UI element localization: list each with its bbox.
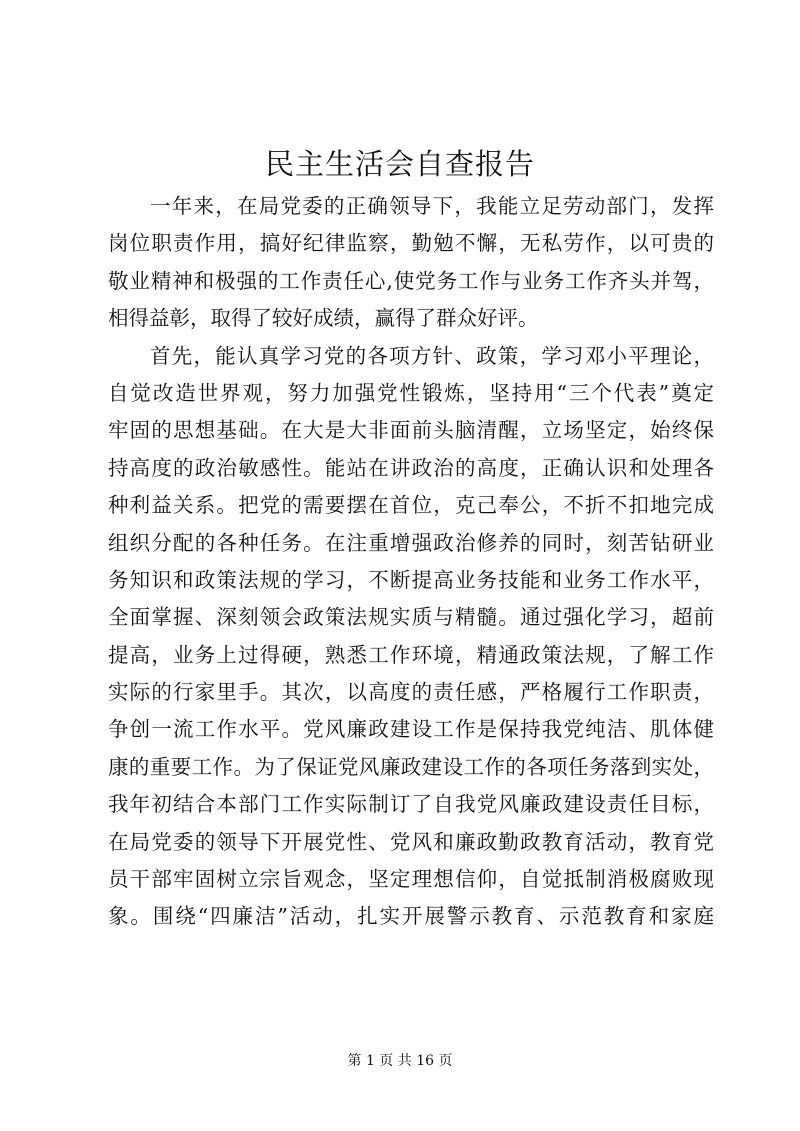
text-line: 在局党委的领导下开展党性、党风和廉政勤政教育活动，教育党: [108, 829, 714, 854]
text-line: 自觉改造世界观，努力加强党性锻炼，坚持用“三个代表”奠定: [108, 380, 714, 405]
text-line: 象。围绕“四廉洁”活动，扎实开展警示教育、示范教育和家庭: [108, 904, 714, 929]
page-footer: 第 1 页 共 16 页: [347, 1053, 453, 1069]
text-line: 提高，业务上过得硬，熟悉工作环境，精通政策法规，了解工作: [108, 642, 714, 667]
text-line: 组织分配的各种任务。在注重增强政治修养的同时，刻苦钻研业: [108, 530, 714, 555]
text-line: 员干部牢固树立宗旨观念，坚定理想信仰，自觉抵制消极腐败现: [108, 867, 714, 892]
text-line: 敬业精神和极强的工作责任心,使党务工作与业务工作齐头并驾，: [108, 268, 714, 293]
document-body: [108, 188, 714, 936]
text-line: 我年初结合本部门工作实际制订了自我党风廉政建设责任目标，: [108, 792, 714, 817]
text-line: 全面掌握、深刻领会政策法规实质与精髓。通过强化学习，超前: [108, 605, 714, 630]
text-line: 争创一流工作水平。党风廉政建设工作是保持我党纯洁、肌体健: [108, 717, 714, 742]
text-line: 一年来，在局党委的正确领导下，我能立足劳动部门，发挥: [150, 194, 714, 218]
document-title: 民主生活会自查报告: [264, 147, 535, 181]
text-line: 务知识和政策法规的学习，不断提高业务技能和业务工作水平，: [108, 567, 714, 592]
text-line: 实际的行家里手。其次，以高度的责任感，严格履行工作职责，: [108, 680, 714, 705]
text-line: 康的重要工作。为了保证党风廉政建设工作的各项任务落到实处，: [108, 754, 714, 779]
text-line: 牢固的思想基础。在大是大非面前头脑清醒，立场坚定，始终保: [108, 418, 714, 443]
text-line: 持高度的政治敏感性。能站在讲政治的高度，正确认识和处理各: [108, 455, 714, 480]
text-line: 相得益彰，取得了较好成绩，赢得了群众好评。: [108, 306, 539, 331]
text-line: 种利益关系。把党的需要摆在首位，克己奉公，不折不扣地完成: [108, 493, 714, 518]
text-line: 岗位职责作用，搞好纪律监察，勤勉不懈，无私劳作，以可贵的: [108, 231, 714, 256]
text-line: 首先，能认真学习党的各项方针、政策，学习邓小平理论，: [150, 343, 714, 368]
